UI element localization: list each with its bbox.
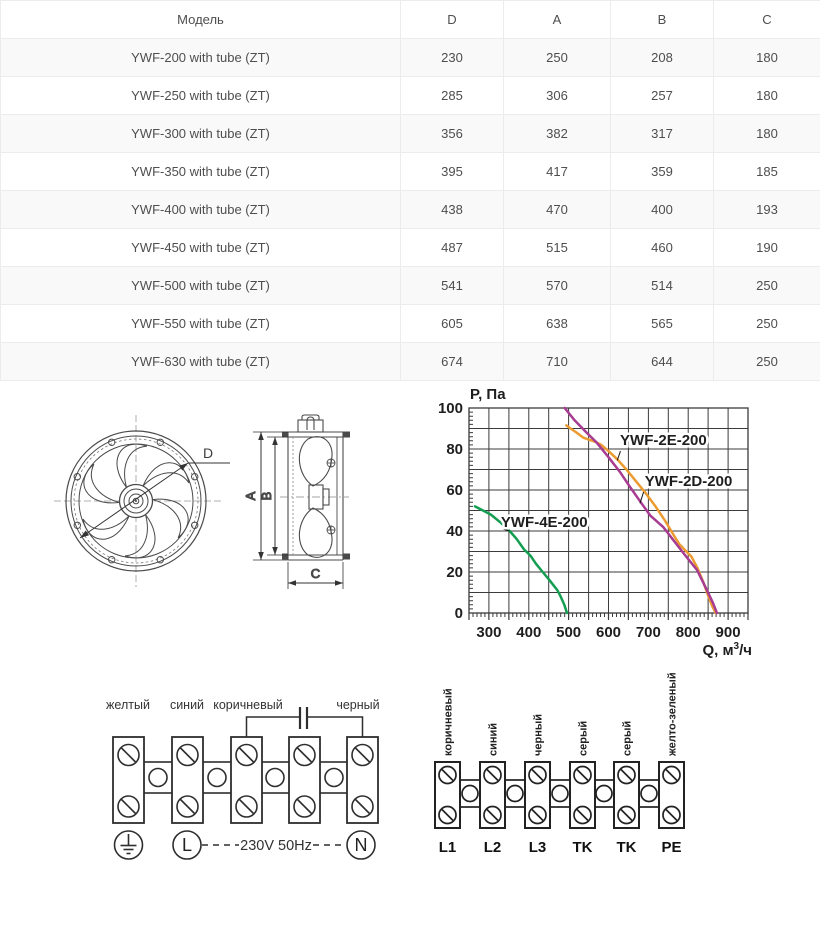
chart-series-label-YWF-2D-200: YWF-2D-200 xyxy=(644,472,733,490)
col-header-b: B xyxy=(611,1,714,39)
wire-label-blue: синий xyxy=(487,722,500,756)
dimension-value: 541 xyxy=(401,267,504,305)
chart-y-tick-label: 20 xyxy=(446,564,463,581)
dimension-value: 514 xyxy=(611,267,714,305)
wire-label-brown: коричневый xyxy=(442,688,455,756)
neutral-terminal-label: N xyxy=(354,835,368,855)
chart-y-tick-label: 0 xyxy=(454,605,463,622)
dim-d-label: D xyxy=(202,445,214,461)
wire-label-blue: синий xyxy=(169,698,205,712)
dimension-value: 193 xyxy=(714,191,820,229)
dimension-value: 230 xyxy=(401,39,504,77)
chart-x-tick-label: 900 xyxy=(715,624,741,641)
dimension-value: 250 xyxy=(714,305,820,343)
performance-chart xyxy=(430,385,820,660)
wire-label-grey-1: серый xyxy=(577,720,590,756)
dimension-value: 180 xyxy=(714,115,820,153)
wire-label-black: черный xyxy=(336,698,380,712)
chart-y-tick-label: 100 xyxy=(437,400,463,417)
table-row xyxy=(1,267,820,305)
dimension-value: 356 xyxy=(401,115,504,153)
dimension-value: 250 xyxy=(504,39,611,77)
model-name: YWF-200 with tube (ZT) xyxy=(1,39,401,77)
dimension-value: 515 xyxy=(504,229,611,267)
dimension-value: 180 xyxy=(714,77,820,115)
table-row xyxy=(1,191,820,229)
dim-c-label: C xyxy=(310,566,321,581)
fan-side-view xyxy=(243,415,350,589)
col-header-c: C xyxy=(714,1,820,39)
dimension-value: 382 xyxy=(504,115,611,153)
dimension-value: 190 xyxy=(714,229,820,267)
dimension-value: 605 xyxy=(401,305,504,343)
dimension-value: 257 xyxy=(611,77,714,115)
wire-label-brown: коричневый xyxy=(213,698,283,712)
chart-x-tick-label: 600 xyxy=(595,624,622,641)
dimension-value: 565 xyxy=(611,305,714,343)
dimension-value: 638 xyxy=(504,305,611,343)
voltage-label: 230V 50Hz xyxy=(240,838,312,854)
dimension-value: 470 xyxy=(504,191,611,229)
dimension-value: 359 xyxy=(611,153,714,191)
dimension-value: 306 xyxy=(504,77,611,115)
dimension-value: 438 xyxy=(401,191,504,229)
dim-a-label: A xyxy=(243,491,258,501)
terminal-label-l2: L2 xyxy=(483,839,502,856)
chart-x-tick-label: 400 xyxy=(516,624,542,641)
dimension-value: 710 xyxy=(504,343,611,381)
chart-series-label-YWF-2E-200: YWF-2E-200 xyxy=(620,431,707,449)
line-terminal-label: L xyxy=(181,835,193,855)
dimension-value: 285 xyxy=(401,77,504,115)
terminal-label-l3: L3 xyxy=(528,839,547,856)
dimension-value: 417 xyxy=(504,153,611,191)
table-row xyxy=(1,39,820,77)
fan-front-view xyxy=(54,415,230,587)
wiring-diagram-three-phase xyxy=(425,672,715,862)
dimension-value: 208 xyxy=(611,39,714,77)
table-header-row xyxy=(1,1,820,39)
terminal-label-tk2: TK xyxy=(616,839,637,856)
chart-series-leader xyxy=(617,451,620,460)
model-name: YWF-350 with tube (ZT) xyxy=(1,153,401,191)
chart-x-tick-label: 300 xyxy=(476,624,502,641)
terminal-label-pe: PE xyxy=(661,839,682,856)
col-header-model: Модель xyxy=(1,1,401,39)
model-name: YWF-400 with tube (ZT) xyxy=(1,191,401,229)
terminal-label-l1: L1 xyxy=(438,839,457,856)
chart-x-tick-label: 700 xyxy=(635,624,661,641)
terminal-box xyxy=(298,415,323,432)
model-name: YWF-630 with tube (ZT) xyxy=(1,343,401,381)
model-name: YWF-250 with tube (ZT) xyxy=(1,77,401,115)
dimension-value: 644 xyxy=(611,343,714,381)
dim-b-label: B xyxy=(259,491,274,501)
col-header-a: A xyxy=(504,1,611,39)
model-name: YWF-550 with tube (ZT) xyxy=(1,305,401,343)
chart-x-tick-label: 800 xyxy=(675,624,701,641)
table-row xyxy=(1,229,820,267)
dimension-value: 460 xyxy=(611,229,714,267)
chart-y-tick-label: 40 xyxy=(446,523,463,540)
chart-major-ticks xyxy=(469,613,748,620)
model-name: YWF-300 with tube (ZT) xyxy=(1,115,401,153)
dimension-value: 317 xyxy=(611,115,714,153)
dimension-value: 487 xyxy=(401,229,504,267)
wire-label-yellow: желтый xyxy=(106,698,150,712)
protective-earth-icon xyxy=(115,831,143,859)
chart-y-tick-label: 60 xyxy=(446,482,463,499)
model-name: YWF-500 with tube (ZT) xyxy=(1,267,401,305)
table-row xyxy=(1,115,820,153)
dimension-value: 185 xyxy=(714,153,820,191)
fan-hub xyxy=(120,485,153,518)
dimensions-table xyxy=(0,0,820,381)
chart-series-label-YWF-4E-200: YWF-4E-200 xyxy=(500,513,588,531)
dimension-value: 250 xyxy=(714,267,820,305)
chart-y-tick-label: 80 xyxy=(446,441,463,458)
table-row xyxy=(1,305,820,343)
wire-label-grey-2: серый xyxy=(621,720,634,756)
table-row xyxy=(1,153,820,191)
dimension-value: 395 xyxy=(401,153,504,191)
model-name: YWF-450 with tube (ZT) xyxy=(1,229,401,267)
wire-label-black: черный xyxy=(532,713,545,756)
wire-label-yellow-green: желто-зеленый xyxy=(666,672,679,756)
dimension-value: 400 xyxy=(611,191,714,229)
dimension-value: 250 xyxy=(714,343,820,381)
chart-xlabel: Q, $м^3/ч$ xyxy=(702,641,752,659)
col-header-d: D xyxy=(401,1,504,39)
chart-ylabel: P, Па xyxy=(470,386,506,403)
dimension-value: 674 xyxy=(401,343,504,381)
chart-x-tick-label: 500 xyxy=(556,624,582,641)
fan-technical-drawing xyxy=(50,390,390,655)
terminal-label-tk1: TK xyxy=(572,839,593,856)
dimension-value: 180 xyxy=(714,39,820,77)
dimension-value: 570 xyxy=(504,267,611,305)
wiring-diagram-single-phase xyxy=(95,688,395,873)
table-row xyxy=(1,343,820,381)
table-row xyxy=(1,77,820,115)
